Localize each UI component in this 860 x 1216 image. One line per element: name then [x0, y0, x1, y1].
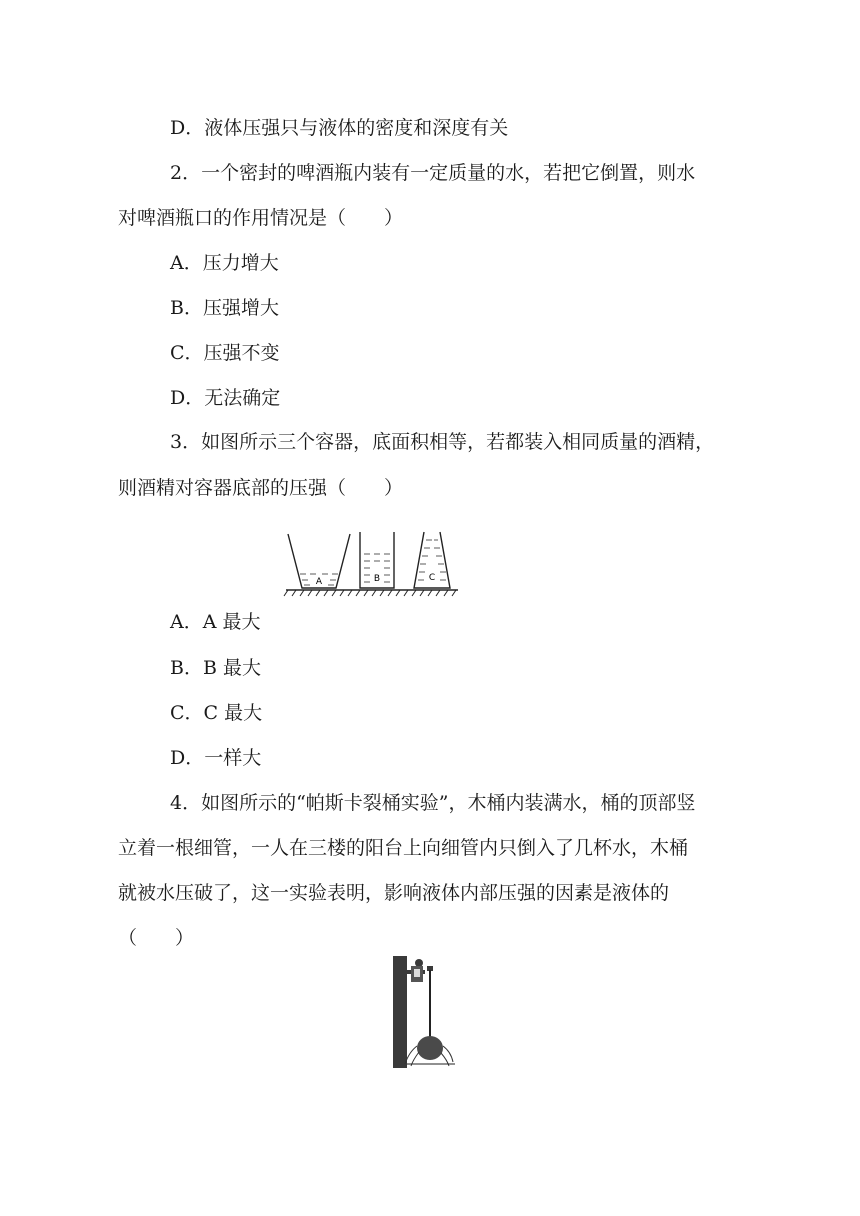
question-3-line-2: 则酒精对容器底部的压强（ ） [118, 477, 404, 499]
q3-option-a: A．A 最大 [170, 611, 261, 633]
q2-option-b: B．压强增大 [170, 297, 279, 319]
q3-option-d: D．一样大 [170, 747, 262, 769]
question-4-line-4: （ ） [118, 927, 195, 949]
question-4-line-2: 立着一根细管，一人在三楼的阳台上向细管内只倒入了几杯水，木桶 [118, 837, 689, 859]
question-4-line-1: 4．如图所示的“帕斯卡裂桶实验”，木桶内装满水，桶的顶部竖 [170, 792, 696, 814]
container-a-label: A [315, 577, 323, 587]
container-b-label: B [373, 574, 381, 584]
question-3-line-1: 3．如图所示三个容器，底面积相等，若都装入相同质量的酒精， [170, 431, 715, 453]
question-2-line-2: 对啤酒瓶口的作用情况是（ ） [118, 207, 404, 229]
q2-option-c: C．压强不变 [170, 342, 280, 364]
question-4-line-3: 就被水压破了，这一实验表明，影响液体内部压强的因素是液体的 [118, 882, 670, 904]
q2-option-d: D．无法确定 [170, 387, 281, 409]
q3-option-b: B．B 最大 [170, 657, 261, 679]
question-2-line-1: 2．一个密封的啤酒瓶内装有一定质量的水，若把它倒置，则水 [170, 162, 696, 184]
container-c-label: C [428, 573, 436, 583]
three-containers-figure [280, 528, 460, 600]
line-q1-option-d: D．液体压强只与液体的密度和深度有关 [170, 117, 509, 139]
pascal-barrel-figure [393, 956, 455, 1068]
q2-option-a: A．压力增大 [170, 252, 279, 274]
q3-option-c: C．C 最大 [170, 702, 263, 724]
